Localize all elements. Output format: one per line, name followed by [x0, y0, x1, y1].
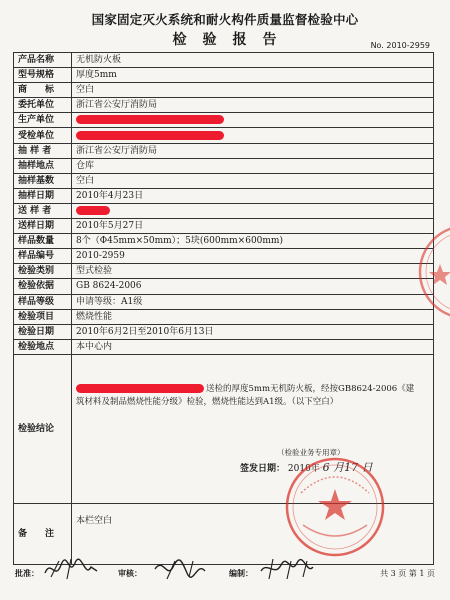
row-label: 送样日期 — [14, 219, 72, 234]
row-label: 样品编号 — [14, 249, 72, 264]
table-row — [14, 339, 434, 354]
prepare-label: 编制： — [229, 569, 253, 578]
row-label: 样品等级 — [14, 294, 72, 309]
row-value: 本中心内 — [72, 339, 434, 354]
row-value: GB 8624-2006 — [72, 279, 434, 294]
table-row — [14, 188, 434, 203]
sign-date-label: 签发日期： — [240, 463, 286, 474]
remarks-value: 本栏空白 — [76, 515, 113, 526]
table-row — [14, 264, 434, 279]
row-label: 商 标 — [14, 83, 72, 98]
row-label: 检验项目 — [14, 309, 72, 324]
row-label: 委托单位 — [14, 98, 72, 113]
table-row — [14, 279, 434, 294]
row-value: 2010年5月27日 — [72, 219, 434, 234]
row-value: 无机防火板 — [72, 53, 434, 68]
table-row — [14, 83, 434, 98]
row-label: 检验日期 — [14, 324, 72, 339]
row-label: 抽样地点 — [14, 158, 72, 173]
row-value: 仓库 — [72, 158, 434, 173]
row-value — [72, 113, 434, 128]
edge-seal-icon — [418, 222, 450, 322]
organization-title: 国家固定灭火系统和耐火构件质量监督检验中心 — [91, 12, 359, 27]
redaction-mark — [76, 206, 110, 215]
remarks-label: 备 注 — [14, 503, 72, 564]
conclusion-text-block — [76, 383, 416, 409]
row-value: 申请等级：A1级 — [72, 294, 434, 309]
table-row — [14, 128, 434, 143]
table-row — [14, 324, 434, 339]
row-value: 2010年4月23日 — [72, 188, 434, 203]
row-value: 8个（Φ45mm×50mm）；5块(600mm×600mm) — [72, 234, 434, 249]
review-label: 审核： — [118, 569, 142, 578]
conclusion-label: 检验结论 — [14, 354, 72, 503]
stamp-caption: （检验业务专用章） — [277, 447, 345, 457]
row-value: 厚度5mm — [72, 68, 434, 83]
sign-date-handwritten: 6 月17 日 — [322, 460, 373, 474]
table-row — [14, 234, 434, 249]
table-row — [14, 309, 434, 324]
table-row — [14, 53, 434, 68]
table-row — [14, 203, 434, 218]
row-label: 检验依据 — [14, 279, 72, 294]
row-label: 抽样日期 — [14, 188, 72, 203]
row-value: 空白 — [72, 173, 434, 188]
preparer-signature-icon — [257, 555, 317, 583]
row-label: 受检单位 — [14, 128, 72, 143]
table-row — [14, 158, 434, 173]
reviewer-signature-icon — [151, 555, 211, 583]
table-row — [14, 98, 434, 113]
row-label: 检验类别 — [14, 264, 72, 279]
row-value — [72, 128, 434, 143]
table-row — [14, 143, 434, 158]
report-number: No. 2010-2959 — [370, 41, 430, 50]
signature-footer — [15, 565, 435, 583]
row-value: 型式检验 — [72, 264, 434, 279]
row-value: 2010年6月2日至2010年6月13日 — [72, 324, 434, 339]
redaction-mark — [76, 384, 204, 393]
row-value — [72, 203, 434, 218]
official-seal-icon — [283, 455, 387, 559]
table-row — [14, 68, 434, 83]
row-label: 抽样基数 — [14, 173, 72, 188]
row-label: 抽 样 者 — [14, 143, 72, 158]
sign-date-year: 2010年 — [287, 463, 320, 474]
row-value: 空白 — [72, 83, 434, 98]
row-label: 送 样 者 — [14, 203, 72, 218]
conclusion-text: 送检的厚度5mm无机防火板，经按GB8624-2006《建筑材料及制品燃烧性能分级》检验，燃烧性能达到A1级。（以下空白） — [76, 383, 415, 407]
approve-label: 批准： — [15, 569, 39, 578]
row-value: 浙江省公安厅消防局 — [72, 143, 434, 158]
document-title: 检 验 报 告 — [172, 32, 278, 48]
table-row — [14, 113, 434, 128]
table-row — [14, 249, 434, 264]
row-label: 产品名称 — [14, 53, 72, 68]
table-row — [14, 173, 434, 188]
row-label: 型号规格 — [14, 68, 72, 83]
table-row — [14, 294, 434, 309]
row-value: 2010-2959 — [72, 249, 434, 264]
redaction-mark — [76, 131, 224, 140]
row-value: 燃烧性能 — [72, 309, 434, 324]
page-count: 共 3 页 第 1 页 — [380, 569, 435, 578]
row-label: 样品数量 — [14, 234, 72, 249]
row-label: 检验地点 — [14, 339, 72, 354]
row-label: 生产单位 — [14, 113, 72, 128]
row-value: 浙江省公安厅消防局 — [72, 98, 434, 113]
approver-signature-icon — [41, 555, 101, 583]
redaction-mark — [76, 115, 224, 124]
table-row — [14, 219, 434, 234]
